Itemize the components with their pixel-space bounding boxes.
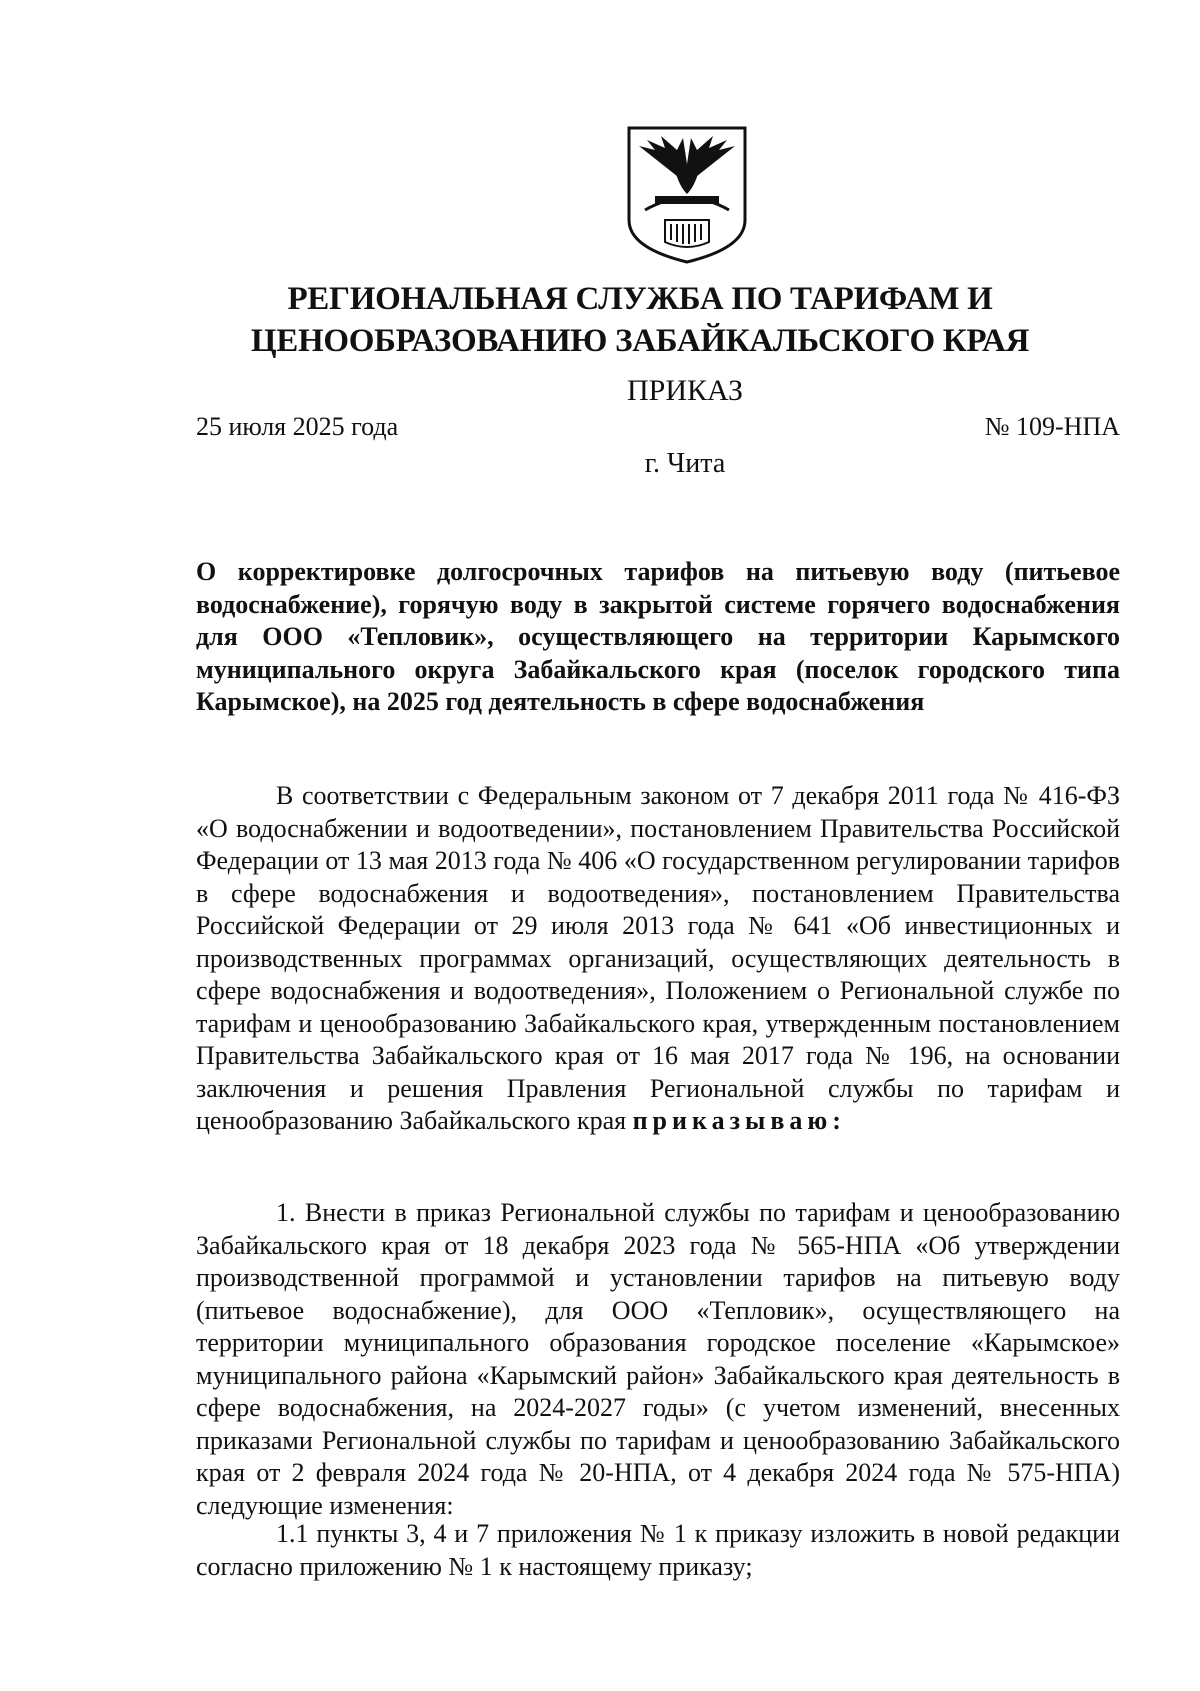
order-command: приказываю: bbox=[632, 1106, 846, 1135]
coat-of-arms-emblem bbox=[625, 124, 749, 266]
organization-title: РЕГИОНАЛЬНАЯ СЛУЖБА ПО ТАРИФАМ И ЦЕНООБРАЗОВАНИЮ ЗАБАЙКАЛЬСКОГО КРАЯ bbox=[250, 281, 1030, 359]
document-date: 25 июля 2025 года bbox=[196, 412, 399, 441]
document-number: № 109-НПА bbox=[984, 412, 1120, 441]
item-1-paragraph: 1. Внести в приказ Региональной службы по тарифам и ценообразованию Забайкальского края от 18 декабря 2023 года № 565-НПА «Об утверждении производственной программой и установлении тарифов на питьевую воду (питьевое водоснабжение), для ООО «Тепловик», осуществляющего на территории муниципального образования городское поселение «Карымское» муниципального района «Карымский район» Забайкальского края деятельность в сфере водоснабжения, на 2024-2027 годы» (с учетом изменений, внесенных приказами Региональной службы по тарифам и ценообразованию Забайкальского края от 2 февраля 2024 года № 20-НПА, от 4 декабря 2024 года № 575-НПА) следующие изменения: bbox=[196, 1198, 1120, 1520]
item-1-1-paragraph: 1.1 пункты 3, 4 и 7 приложения № 1 к приказу изложить в новой редакции согласно приложению № 1 к настоящему приказу; bbox=[196, 1519, 1120, 1581]
document-city: г. Чита bbox=[644, 448, 726, 479]
preamble-text: В соответствии с Федеральным законом от 7 декабря 2011 года № 416-ФЗ «О водоснабжении и водоотведении», постановлением Правительства Российской Федерации от 13 мая 2013 года № 406 «О государственном регулировании тарифов в сфере водоснабжения и водоотведения», постановлением Правительства Российской Федерации от 29 июля 2013 года № 641 «Об инвестиционных и производственных программах организаций, осуществляющих деятельность в сфере водоснабжения и водоотведения», Положением о Региональной службе по тарифам и ценообразованию Забайкальского края, утвержденным постановлением Правительства Забайкальского края от 16 мая 2017 года № 196, на основании заключения и решения Правления Региональной службы по тарифам и ценообразованию Забайкальского края bbox=[196, 781, 1120, 1135]
document-type: ПРИКАЗ bbox=[627, 374, 743, 407]
preamble-paragraph bbox=[196, 780, 1120, 1138]
document-subject: О корректировке долгосрочных тарифов на питьевую воду (питьевое водоснабжение), горячую воду в закрытой системе горячего водоснабжения для ООО «Тепловик», осуществляющего на территории Карымского муниципального округа Забайкальского края (поселок городского типа Карымское), на 2025 год деятельность в сфере водоснабжения bbox=[196, 557, 1120, 716]
